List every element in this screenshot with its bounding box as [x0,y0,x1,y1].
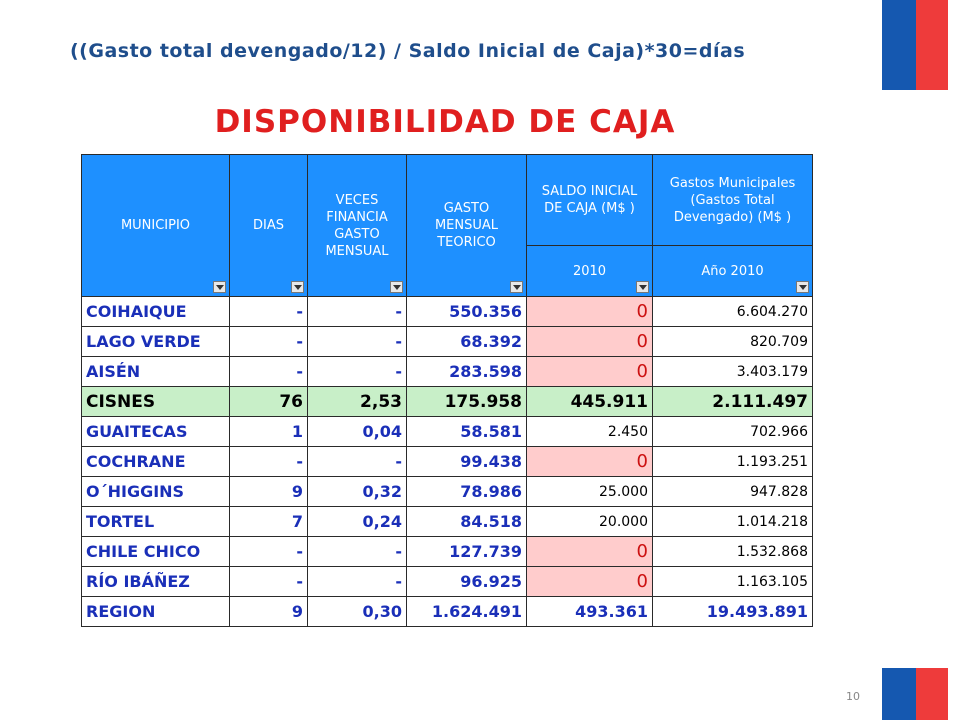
cell-municipio: RÍO IBÁÑEZ [82,567,230,597]
flag-red-stripe [916,668,948,720]
cell-dias: - [230,357,308,387]
filter-dropdown-icon[interactable] [213,281,226,293]
table-row [82,357,813,387]
table-row [82,537,813,567]
filter-dropdown-icon[interactable] [510,281,523,293]
cell-municipio: LAGO VERDE [82,327,230,357]
table-row [82,567,813,597]
cell-gastos: 1.193.251 [653,447,813,477]
cell-veces: 0,04 [308,417,407,447]
flag-decoration-top [882,0,948,90]
cell-veces: 2,53 [308,387,407,417]
cell-gasto: 1.624.491 [407,597,527,627]
cell-gastos: 1.163.105 [653,567,813,597]
cell-dias: - [230,567,308,597]
col-header-saldo: SALDO INICIAL DE CAJA (M$ ) [527,155,653,246]
col-header-label: VECES FINANCIA GASTO MENSUAL [325,192,389,259]
cell-gasto: 96.925 [407,567,527,597]
col-subheader-saldo-year [527,246,653,297]
flag-red-stripe [916,0,948,90]
flag-blue-stripe [882,0,916,90]
col-subheader-label: Año 2010 [701,263,764,279]
cell-gasto: 58.581 [407,417,527,447]
table-row-total [82,597,813,627]
cell-saldo: 25.000 [527,477,653,507]
cell-gastos: 702.966 [653,417,813,447]
filter-dropdown-icon[interactable] [291,281,304,293]
page-number: 10 [846,690,860,703]
col-subheader-label: 2010 [572,263,607,279]
cell-dias: 9 [230,597,308,627]
col-header-label: GASTO MENSUAL TEORICO [434,201,499,250]
cell-gasto: 127.739 [407,537,527,567]
cell-gasto: 175.958 [407,387,527,417]
cell-municipio: GUAITECAS [82,417,230,447]
cell-veces: - [308,537,407,567]
table-row [82,477,813,507]
cell-dias: - [230,537,308,567]
cell-veces: - [308,567,407,597]
cell-gasto: 84.518 [407,507,527,537]
cell-veces: - [308,357,407,387]
formula-heading: ((Gasto total devengado/12) / Saldo Inicial de Caja)*30=días [70,40,746,62]
table-row-highlighted [82,387,813,417]
page-title: DISPONIBILIDAD DE CAJA [214,104,676,140]
cell-veces: - [308,447,407,477]
filter-dropdown-icon[interactable] [796,281,809,293]
cell-gastos: 2.111.497 [653,387,813,417]
cell-municipio: REGION [82,597,230,627]
cell-gasto: 68.392 [407,327,527,357]
col-subheader-gastos-year [653,246,813,297]
cell-saldo: 0 [527,567,653,597]
table-row [82,417,813,447]
cell-veces: - [308,297,407,327]
table-row [82,297,813,327]
cell-saldo: 493.361 [527,597,653,627]
cell-dias: 7 [230,507,308,537]
table-row [82,447,813,477]
cell-dias: 1 [230,417,308,447]
cell-gastos: 1.532.868 [653,537,813,567]
cell-municipio: AISÉN [82,357,230,387]
cell-gasto: 283.598 [407,357,527,387]
col-header-label: MUNICIPIO [120,218,191,233]
cell-gastos: 820.709 [653,327,813,357]
cell-dias: 9 [230,477,308,507]
flag-blue-stripe [882,668,916,720]
cell-saldo: 0 [527,297,653,327]
col-header-gasto [407,155,527,297]
filter-dropdown-icon[interactable] [390,281,403,293]
cell-veces: - [308,327,407,357]
cell-municipio: CHILE CHICO [82,537,230,567]
cell-saldo: 0 [527,327,653,357]
cell-gastos: 947.828 [653,477,813,507]
flag-decoration-bottom [882,668,948,720]
cell-municipio: COIHAIQUE [82,297,230,327]
cell-saldo: 2.450 [527,417,653,447]
cell-gastos: 19.493.891 [653,597,813,627]
cell-municipio: O´HIGGINS [82,477,230,507]
cell-dias: - [230,297,308,327]
disponibilidad-table [81,154,813,627]
table-row [82,507,813,537]
cell-saldo: 0 [527,357,653,387]
cell-saldo: 0 [527,447,653,477]
filter-dropdown-icon[interactable] [636,281,649,293]
cell-saldo: 0 [527,537,653,567]
cell-veces: 0,32 [308,477,407,507]
cell-gasto: 550.356 [407,297,527,327]
col-header-veces [308,155,407,297]
col-header-gastos-municipales: Gastos Municipales (Gastos Total Devengado) (M$ ) [653,155,813,246]
cell-gasto: 78.986 [407,477,527,507]
table-header-row [82,155,813,246]
cell-dias: 76 [230,387,308,417]
cell-municipio: COCHRANE [82,447,230,477]
cell-gasto: 99.438 [407,447,527,477]
cell-municipio: TORTEL [82,507,230,537]
cell-dias: - [230,327,308,357]
table-row [82,327,813,357]
cell-municipio: CISNES [82,387,230,417]
col-header-municipio [82,155,230,297]
cell-veces: 0,24 [308,507,407,537]
cell-gastos: 3.403.179 [653,357,813,387]
col-header-label: DIAS [253,218,284,233]
cell-saldo: 20.000 [527,507,653,537]
cell-dias: - [230,447,308,477]
cell-gastos: 1.014.218 [653,507,813,537]
cell-gastos: 6.604.270 [653,297,813,327]
cell-veces: 0,30 [308,597,407,627]
cell-saldo: 445.911 [527,387,653,417]
col-header-dias [230,155,308,297]
